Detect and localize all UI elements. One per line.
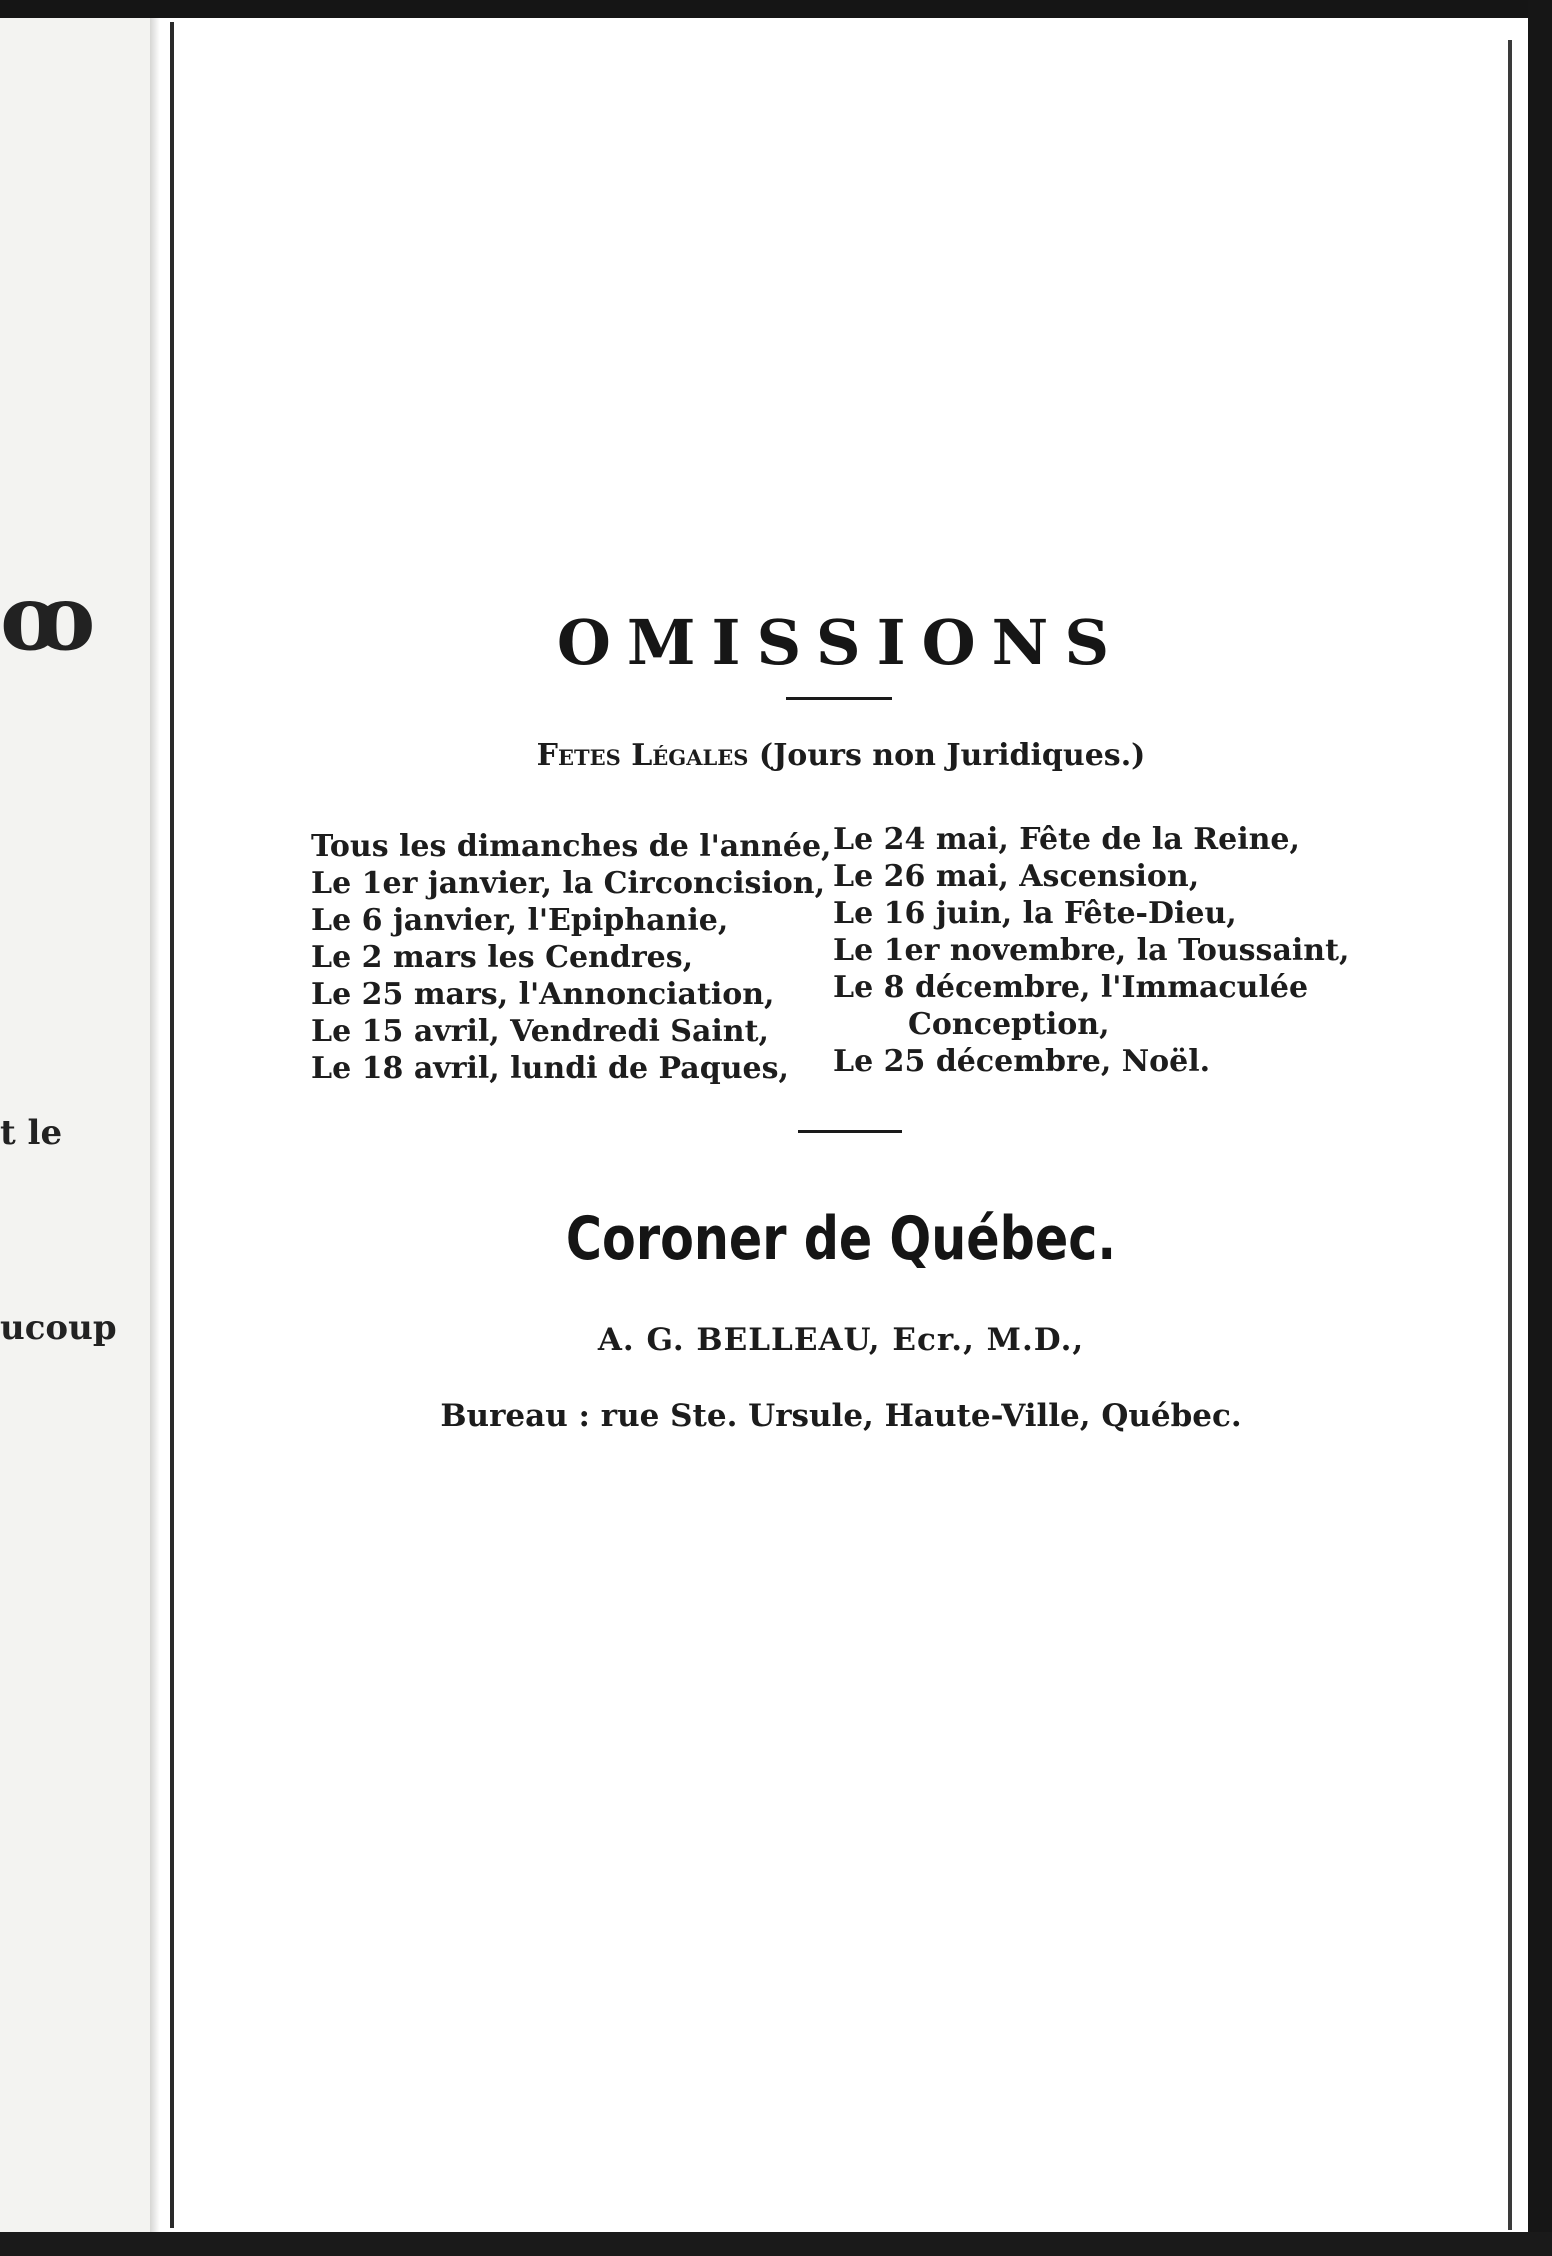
list-item: Tous les dimanches de l'année, — [311, 829, 832, 864]
list-item-continuation: Conception, — [908, 1007, 1110, 1042]
coroner-address: Bureau : rue Ste. Ursule, Haute-Ville, Québec. — [440, 1398, 1242, 1434]
divider-rule — [786, 697, 892, 700]
list-item: Le 25 décembre, Noël. — [833, 1044, 1211, 1079]
page-title: OMISSIONS — [556, 606, 1126, 679]
facing-page-text-fragment: t le — [0, 1113, 63, 1153]
list-item: Le 2 mars les Cendres, — [311, 940, 694, 975]
list-item: Le 25 mars, l'Annonciation, — [311, 977, 775, 1012]
holiday-list-right — [833, 821, 1393, 1080]
list-item: Le 1er novembre, la Toussaint, — [833, 933, 1350, 968]
scan-right-border — [1528, 0, 1552, 2256]
subtitle-small-caps: Fetes Légales — [536, 738, 749, 773]
scan-top-border — [0, 0, 1552, 18]
list-item: Le 6 janvier, l'Epiphanie, — [311, 903, 729, 938]
coroner-name: A. G. BELLEAU, Ecr., M.D., — [597, 1322, 1085, 1358]
holiday-list-left — [311, 828, 832, 1087]
page-fold-shadow — [150, 18, 160, 2232]
list-item: Le 1er janvier, la Circoncision, — [311, 866, 826, 901]
section-subtitle — [178, 738, 1504, 773]
list-item: Le 24 mai, Fête de la Reine, — [833, 822, 1300, 857]
list-item: Le 16 juin, la Fête-Dieu, — [833, 896, 1237, 931]
list-item: Le 18 avril, lundi de Paques, — [311, 1051, 789, 1086]
page-right-edge — [1508, 40, 1512, 2230]
ornament-fragment: ꝏ — [0, 565, 96, 671]
facing-page-text-fragment: ucoup — [0, 1308, 117, 1348]
facing-page-edge — [0, 18, 160, 2232]
list-item: Le 15 avril, Vendredi Saint, — [311, 1014, 769, 1049]
divider-rule — [798, 1130, 902, 1133]
list-item: Le 8 décembre, l'Immaculée — [833, 970, 1309, 1005]
subtitle-parenthetical: (Jours non Juridiques.) — [758, 738, 1146, 773]
document-page — [178, 26, 1504, 2226]
scan-bottom-border — [0, 2232, 1552, 2256]
page-gutter-line — [170, 22, 174, 2228]
list-item: Le 26 mai, Ascension, — [833, 859, 1200, 894]
coroner-heading: Coroner de Québec. — [565, 1204, 1117, 1274]
